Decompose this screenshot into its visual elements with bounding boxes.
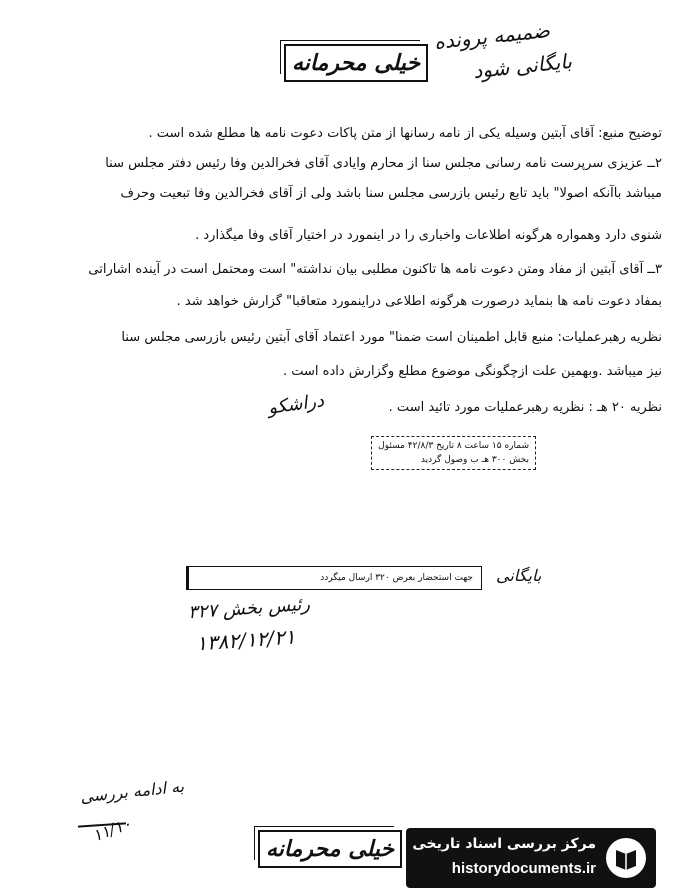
watermark-title: مرکز بررسی اسناد تاریخی <box>412 836 596 852</box>
watermark-url: historydocuments.ir <box>451 860 596 877</box>
document-line-7: نظریه رهبرعملیات: منبع قابل اطمینان است ضمنا" مورد اعتماد آقای آبتین رئیس بازرسی مجلس سنا <box>121 330 662 345</box>
handwritten-note-line1: رئیس بخش ۳۲۷ <box>187 593 311 624</box>
handwritten-note-bottom-line2: ۱۱/۱۰ <box>89 813 134 846</box>
handwritten-note-top-line2: بایگانی شود <box>472 48 573 84</box>
handwritten-note-bottom-line1: به ادامه بررسی <box>79 776 185 807</box>
classification-stamp-top-text: خیلی محرمانه <box>292 50 421 76</box>
watermark <box>406 828 656 888</box>
expedite-stamp <box>186 566 482 590</box>
classification-stamp-top <box>284 44 428 82</box>
registration-stamp-line2: بخش ۳۰۰ هـ ب وصول گردید <box>420 455 529 465</box>
document-line-4: شنوی دارد وهمواره هرگونه اطلاعات واخباری را در اینمورد در اختیار آقای وفا میگذارد . <box>195 228 662 243</box>
handwritten-side-note: بایگانی <box>496 566 542 585</box>
signature: دراشکو <box>266 390 326 419</box>
expedite-stamp-text: جهت استحضار بعرض ۳۲۰ ارسال میگردد <box>320 573 473 583</box>
document-line-2: ۲ــ عزیزی سرپرست نامه رسانی مجلس سنا از محارم وایادی آقای فخرالدین وفا رئیس دفتر مجلس سنا <box>105 156 662 171</box>
registration-stamp <box>371 436 536 470</box>
handwritten-note-top-line1: ضمیمه پرونده <box>433 18 551 54</box>
document-line-1: توضیح منبع: آقای آبتین وسیله یکی از نامه رسانها از متن پاکات دعوت نامه ها مطلع شده است . <box>148 126 662 141</box>
handwritten-note-line2: ۱۳۸۲/۱۲/۲۱ <box>195 624 297 656</box>
book-icon <box>604 836 648 880</box>
registration-stamp-line1: شماره ۱۵ ساعت ۸ تاریخ ۴۲/۸/۳ مسئول <box>378 441 529 451</box>
document-line-8: نیز میباشد .وبهمین علت ازچگونگی موضوع مطلع وگزارش داده است . <box>283 364 662 379</box>
classification-stamp-bottom-text: خیلی محرمانه <box>266 836 395 862</box>
document-line-6: بمفاد دعوت نامه ها بنماید درصورت هرگونه اطلاعی دراینمورد متعاقبا" گزارش خواهد شد . <box>176 294 662 309</box>
classification-stamp-bottom <box>258 830 402 868</box>
document-line-5: ۳ــ آقای آبتین از مفاد ومتن دعوت نامه ها تاکنون مطلبی بیان نداشته" است ومحتمل است در آینده اشاراتی <box>88 262 662 277</box>
document-line-9: نظریه ۲۰ هـ : نظریه رهبرعملیات مورد تائید است . <box>388 400 662 415</box>
document-line-3: میباشد باآنکه اصولا" باید تابع رئیس بازرسی مجلس سنا باشد ولی از آقای فخرالدین وفا تبعیت وحرف <box>120 186 662 201</box>
